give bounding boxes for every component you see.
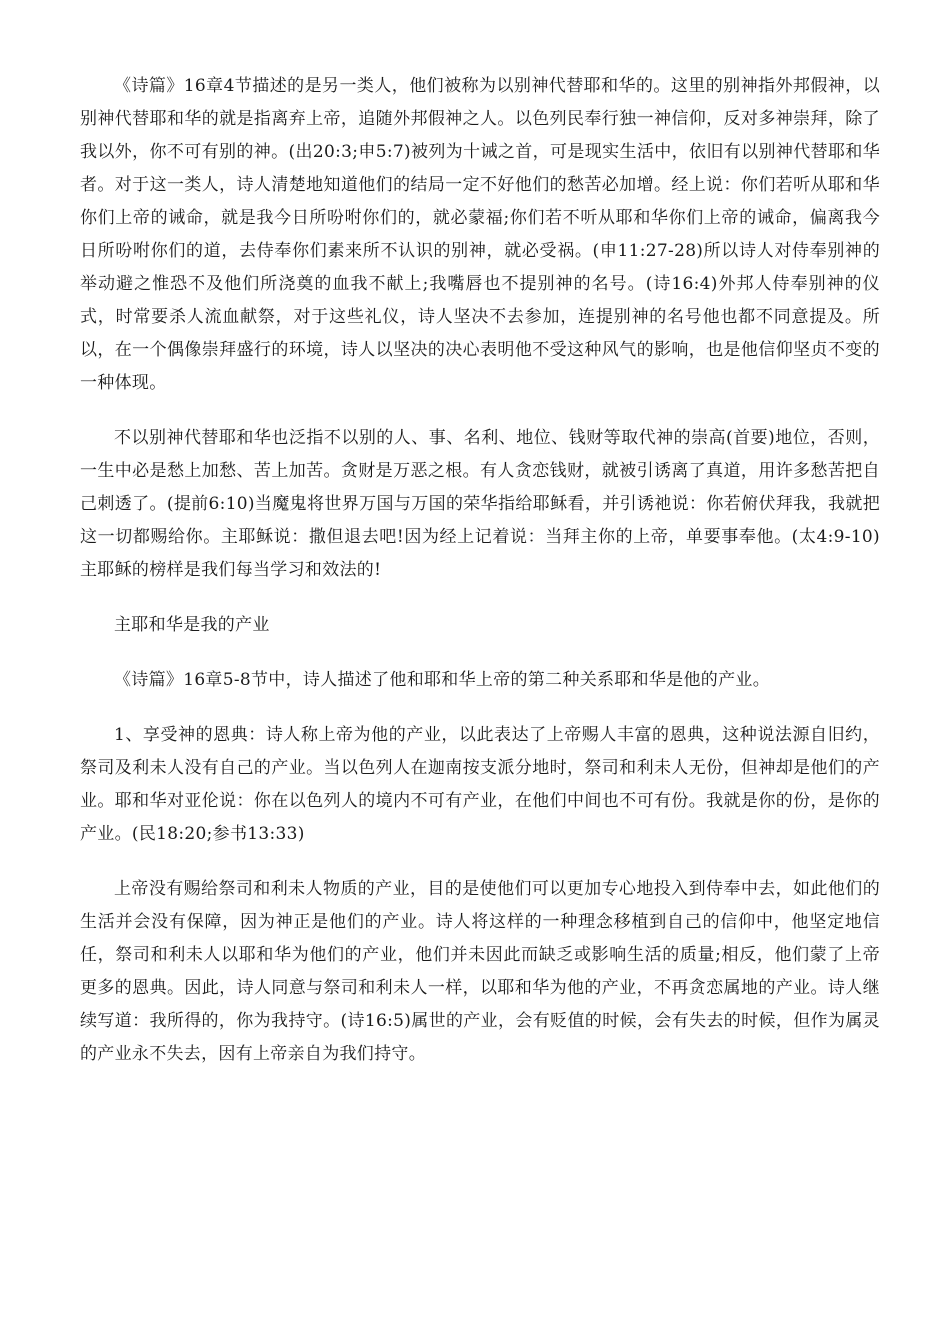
paragraph-idol-worship: 《诗篇》16章4节描述的是另一类人，他们被称为以别神代替耶和华的。这里的别神指外邦假神，以别神代替耶和华的就是指离弃上帝，追随外邦假神之人。以色列民奉行独一神信仰，反对多神崇拜，除了我以外，你不可有别的神。(出20:3;申5:7)被列为十诫之首，可是现实生活中，依旧有以别神代替耶和华者。对于这一类人，诗人清楚地知道他们的结局一定不好他们的愁苦必加增。经上说：你们若听从耶和华你们上帝的诫命，就是我今日所吩咐你们的，就必蒙福;你们若不听从耶和华你们上帝的诫命，偏离我今日所吩咐你们的道，去侍奉你们素来所不认识的别神，就必受祸。(申11:27-28)所以诗人对侍奉别神的举动避之惟恐不及他们所浇奠的血我不献上;我嘴唇也不提别神的名号。(诗16:4)外邦人侍奉别神的仪式，时常要杀人流血献祭，对于这些礼仪，诗人坚决不去参加，连提别神的名号他也都不同意提及。所以，在一个偶像崇拜盛行的环境，诗人以坚决的决心表明他不受这种风气的影响，也是他信仰坚贞不变的一种体现。 [80,76,880,393]
paragraph-enjoy-grace: 1、享受神的恩典：诗人称上帝为他的产业，以此表达了上帝赐人丰富的恩典，这种说法源自旧约，祭司及利未人没有自己的产业。当以色列人在迦南按支派分地时，祭司和利未人无份，但神却是他们的产业。耶和华对亚伦说：你在以色列人的境内不可有产业，在他们中间也不可有份。我就是你的份，是你的产业。(民18:20;参书13:33) [80,725,880,844]
paragraph-priests-inheritance: 上帝没有赐给祭司和利未人物质的产业，目的是使他们可以更加专心地投入到侍奉中去，如此他们的生活并会没有保障，因为神正是他们的产业。诗人将这样的一种理念移植到自己的信仰中，他坚定地信任，祭司和利未人以耶和华为他们的产业，他们并未因此而缺乏或影响生活的质量;相反，他们蒙了上帝更多的恩典。因此，诗人同意与祭司和利未人一样，以耶和华为他的产业，不再贪恋属地的产业。诗人继续写道：我所得的，你为我持守。(诗16:5)属世的产业，会有贬值的时候，会有失去的时候，但作为属灵的产业永不失去，因有上帝亲自为我们持守。 [80,879,880,1064]
section-heading: 主耶和华是我的产业 [114,615,270,635]
paragraph-section-intro: 《诗篇》16章5-8节中，诗人描述了他和耶和华上帝的第二种关系耶和华是他的产业。 [114,670,771,690]
paragraph-money-and-gods: 不以别神代替耶和华也泛指不以别的人、事、名利、地位、钱财等取代神的崇高(首要)地位，否则，一生中必是愁上加愁、苦上加苦。贪财是万恶之根。有人贪恋钱财，就被引诱离了真道，用许多愁苦把自己刺透了。(提前6:10)当魔鬼将世界万国与万国的荣华指给耶稣看，并引诱祂说：你若俯伏拜我，我就把这一切都赐给你。主耶稣说：撒但退去吧!因为经上记着说：当拜主你的上帝，单要事奉他。(太4:9-10)主耶稣的榜样是我们每当学习和效法的! [80,428,880,580]
document-body [80,70,880,1093]
